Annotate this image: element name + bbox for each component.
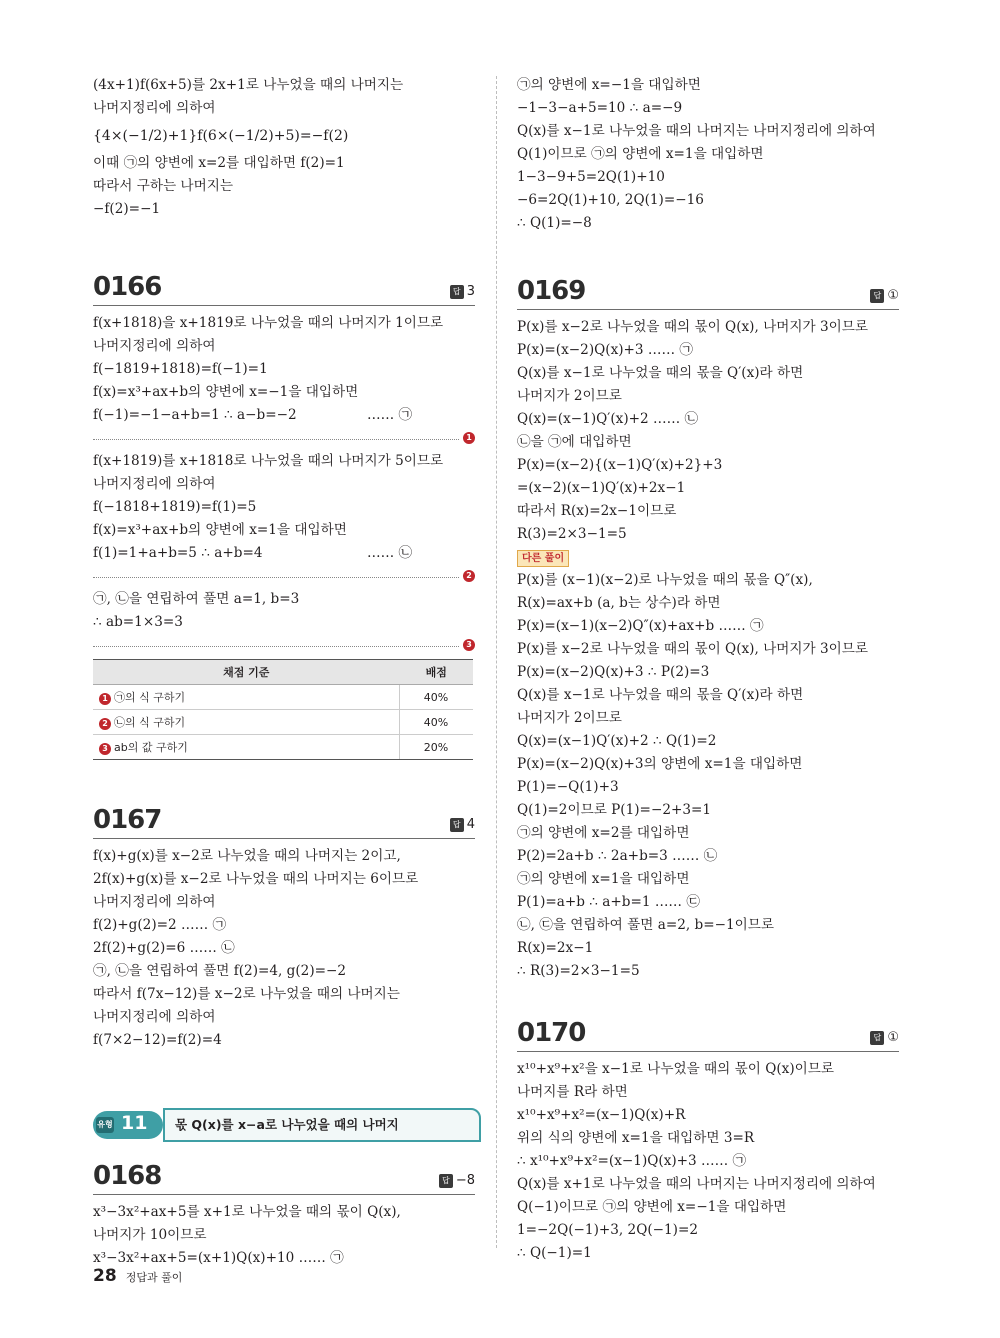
text-line: ∴ x¹⁰+x⁹+x²=(x−1)Q(x)+3 …… ㉠	[517, 1153, 747, 1169]
step-marker: 2	[463, 570, 475, 582]
text-line: ㉠의 양변에 x=1을 대입하면	[517, 871, 690, 887]
text-line: Q(1)이므로 ㉠의 양변에 x=1을 대입하면	[517, 146, 764, 162]
solution-part-3	[93, 588, 475, 634]
text-line: ㉠의 양변에 x=2를 대입하면	[517, 825, 690, 841]
type-title: 몫 Q(x)를 x−a로 나누었을 때의 나머지	[163, 1108, 481, 1142]
answer-value: ①	[887, 1030, 899, 1045]
alternative-solution-label: 다른 풀이	[517, 550, 569, 567]
text-line: (4x+1)f(6x+5)를 2x+1로 나누었을 때의 나머지는	[93, 77, 404, 93]
text-line: =(x−2)(x−1)Q′(x)+2x−1	[517, 480, 686, 496]
answer-value: 4	[466, 817, 475, 832]
footer-title: 정답과 풀이	[125, 1271, 183, 1284]
equation-tag: …… ㉡	[367, 545, 413, 561]
text-line: 이때 ㉠의 양변에 x=2를 대입하면 f(2)=1	[93, 155, 345, 171]
step-divider	[93, 565, 472, 580]
text-line: f(x)+g(x)를 x−2로 나누었을 때의 나머지는 2이고,	[93, 848, 401, 864]
text-line: Q(x)를 x+1로 나누었을 때의 나머지는 나머지정리에 의하여	[517, 1176, 876, 1192]
text-line: 나머지가 10이므로	[93, 1227, 207, 1243]
solution	[93, 1201, 475, 1270]
problem-0167-header	[93, 798, 475, 839]
type-tag: 유형	[96, 1117, 114, 1133]
points-cell: 40%	[400, 685, 474, 710]
points-header: 배점	[400, 660, 474, 685]
text-line: ∴ R(3)=2×3−1=5	[517, 963, 640, 979]
criteria-cell	[93, 735, 400, 760]
answer	[450, 817, 475, 832]
text-line: 나머지정리에 의하여	[93, 100, 216, 116]
text-line: Q(x)를 x−1로 나누었을 때의 몫을 Q′(x)라 하면	[517, 687, 804, 703]
text-line: f(−1819+1818)=f(−1)=1	[93, 361, 268, 377]
text-line: x³−3x²+ax+5=(x+1)Q(x)+10 …… ㉠	[93, 1250, 344, 1266]
text-line: P(x)=(x−2){(x−1)Q′(x)+2}+3	[517, 457, 723, 473]
text-line: R(x)=ax+b (a, b는 상수)라 하면	[517, 595, 721, 611]
text-line: 2f(2)+g(2)=6 …… ㉡	[93, 940, 235, 956]
text-line: ㉡, ㉢을 연립하여 풀면 a=2, b=−1이므로	[517, 917, 775, 933]
right-column	[517, 74, 899, 1265]
intro-continuation	[93, 74, 475, 221]
text-line: ㉡을 ㉠에 대입하면	[517, 434, 632, 450]
text-line: R(x)=2x−1	[517, 940, 594, 956]
solution	[517, 1058, 899, 1265]
problem-0166-header	[93, 265, 475, 306]
text-line: P(x)를 x−2로 나누었을 때의 몫이 Q(x), 나머지가 3이므로	[517, 319, 868, 335]
text-line: 나머지를 R라 하면	[517, 1084, 628, 1100]
criteria-header: 채점 기준	[93, 660, 400, 685]
text-line: 나머지정리에 의하여	[93, 1009, 216, 1025]
answer	[439, 1173, 475, 1188]
problem-number: 0169	[517, 276, 586, 306]
left-column	[93, 74, 475, 1270]
answer-label: 답	[870, 289, 884, 303]
text-line: Q(x)를 x−1로 나누었을 때의 나머지는 나머지정리에 의하여	[517, 123, 876, 139]
points-cell: 40%	[400, 710, 474, 735]
answer-label: 답	[439, 1174, 453, 1188]
solution-part-1	[93, 312, 475, 427]
points-cell: 20%	[400, 735, 474, 760]
text-line: 나머지정리에 의하여	[93, 338, 216, 354]
answer	[870, 1030, 899, 1045]
text-line: 나머지가 2이므로	[517, 710, 622, 726]
text-line: P(x)=(x−2)Q(x)+3 ∴ P(2)=3	[517, 664, 710, 680]
text-line: P(1)=a+b ∴ a+b=1 …… ㉢	[517, 894, 700, 910]
text-line: Q(−1)이므로 ㉠의 양변에 x=−1을 대입하면	[517, 1199, 787, 1215]
text-line: R(3)=2×3−1=5	[517, 526, 627, 542]
answer	[450, 284, 475, 299]
text-line: 따라서 f(7x−12)를 x−2로 나누었을 때의 나머지는	[93, 986, 400, 1002]
text-line: f(1)=1+a+b=5 ∴ a+b=4 …… ㉡	[93, 542, 475, 565]
text-line: 1=−2Q(−1)+3, 2Q(−1)=2	[517, 1222, 699, 1238]
step-marker: 1	[99, 693, 111, 705]
text-line: ∴ Q(1)=−8	[517, 215, 592, 231]
text-line: 따라서 R(x)=2x−1이므로	[517, 503, 677, 519]
text-line: Q(x)를 x−1로 나누었을 때의 몫을 Q′(x)라 하면	[517, 365, 804, 381]
text-line: P(x)=(x−1)(x−2)Q″(x)+ax+b …… ㉠	[517, 618, 764, 634]
answer-value: −8	[455, 1173, 475, 1188]
answer-value: ①	[887, 288, 899, 303]
text-line: ㉠, ㉡을 연립하여 풀면 f(2)=4, g(2)=−2	[93, 963, 347, 979]
problem-0168-header	[93, 1154, 475, 1195]
text-line: {4×(−1/2)+1}f(6×(−1/2)+5)=−f(2)	[93, 128, 349, 144]
text-line: 따라서 구하는 나머지는	[93, 178, 233, 194]
text-line: 나머지정리에 의하여	[93, 476, 216, 492]
text-line: ㉠의 양변에 x=−1을 대입하면	[517, 77, 701, 93]
column-divider	[496, 76, 497, 1248]
solution-part-2	[93, 450, 475, 565]
text-line: f(−1)=−1−a+b=1 ∴ a−b=−2 …… ㉠	[93, 404, 475, 427]
text-line: P(x)=(x−2)Q(x)+3의 양변에 x=1을 대입하면	[517, 756, 803, 772]
solution	[517, 316, 899, 546]
alternative-solution	[517, 569, 899, 983]
equation-tag: …… ㉠	[367, 407, 413, 423]
text-line: P(x)를 x−2로 나누었을 때의 몫이 Q(x), 나머지가 3이므로	[517, 641, 868, 657]
grading-row	[93, 735, 473, 760]
continuation	[517, 74, 899, 235]
problem-0170-header	[517, 1011, 899, 1052]
step-marker: 1	[463, 432, 475, 444]
step-marker: 2	[99, 718, 111, 730]
type-number: 11	[121, 1112, 148, 1134]
problem-0169-header	[517, 269, 899, 310]
text-line: x³−3x²+ax+5를 x+1로 나누었을 때의 몫이 Q(x),	[93, 1204, 401, 1220]
text-line: ∴ Q(−1)=1	[517, 1245, 592, 1261]
page-footer	[93, 1266, 182, 1286]
text-line: −f(2)=−1	[93, 201, 161, 217]
text-line: 나머지가 2이므로	[517, 388, 622, 404]
step-divider	[93, 634, 472, 649]
criteria-cell	[93, 710, 400, 735]
text-line: ∴ ab=1×3=3	[93, 614, 183, 630]
text-line: P(x)=(x−2)Q(x)+3 …… ㉠	[517, 342, 694, 358]
grading-row	[93, 685, 473, 710]
text-line: x¹⁰+x⁹+x²=(x−1)Q(x)+R	[517, 1107, 686, 1123]
text-line: f(x+1819)를 x+1818로 나누었을 때의 나머지가 5이므로	[93, 453, 444, 469]
type-banner	[93, 1108, 475, 1140]
text-line: f(7×2−12)=f(2)=4	[93, 1032, 222, 1048]
text-line: 나머지정리에 의하여	[93, 894, 216, 910]
step-marker: 3	[463, 639, 475, 651]
text-line: ㉠, ㉡을 연립하여 풀면 a=1, b=3	[93, 591, 300, 607]
answer	[870, 288, 899, 303]
text-line: P(x)를 (x−1)(x−2)로 나누었을 때의 몫을 Q″(x),	[517, 572, 813, 588]
text-line: f(x)=x³+ax+b의 양변에 x=1을 대입하면	[93, 522, 347, 538]
answer-value: 3	[466, 284, 475, 299]
text-line: f(x+1818)을 x+1819로 나누었을 때의 나머지가 1이므로	[93, 315, 444, 331]
text-line: x¹⁰+x⁹+x²을 x−1로 나누었을 때의 몫이 Q(x)이므로	[517, 1061, 835, 1077]
text-line: f(2)+g(2)=2 …… ㉠	[93, 917, 227, 933]
solution	[93, 845, 475, 1052]
answer-label: 답	[450, 818, 464, 832]
criteria-text: ㉡의 식 구하기	[114, 716, 186, 729]
text-line: 위의 식의 양변에 x=1을 대입하면 3=R	[517, 1130, 755, 1146]
problem-number: 0168	[93, 1161, 162, 1191]
criteria-cell	[93, 685, 400, 710]
step-marker: 3	[99, 743, 111, 755]
problem-number: 0170	[517, 1018, 586, 1048]
text-line: P(2)=2a+b ∴ 2a+b=3 …… ㉡	[517, 848, 718, 864]
answer-label: 답	[450, 285, 464, 299]
criteria-text: ab의 값 구하기	[114, 741, 188, 754]
text-line: f(−1818+1819)=f(1)=5	[93, 499, 257, 515]
step-divider	[93, 427, 472, 442]
text-line: P(1)=−Q(1)+3	[517, 779, 619, 795]
problem-number: 0167	[93, 805, 162, 835]
text-line: f(x)=x³+ax+b의 양변에 x=−1을 대입하면	[93, 384, 359, 400]
problem-number: 0166	[93, 272, 162, 302]
grading-row	[93, 710, 473, 735]
text-line: Q(x)=(x−1)Q′(x)+2 ∴ Q(1)=2	[517, 733, 717, 749]
text-line: 2f(x)+g(x)를 x−2로 나누었을 때의 나머지는 6이므로	[93, 871, 419, 887]
text-line: Q(x)=(x−1)Q′(x)+2 …… ㉡	[517, 411, 699, 427]
text-line: −1−3−a+5=10 ∴ a=−9	[517, 100, 683, 116]
text-line: Q(1)=2이므로 P(1)=−2+3=1	[517, 802, 712, 818]
grading-table	[93, 659, 473, 760]
criteria-text: ㉠의 식 구하기	[114, 691, 186, 704]
text-line: 1−3−9+5=2Q(1)+10	[517, 169, 665, 185]
page-number: 28	[93, 1266, 117, 1286]
answer-label: 답	[870, 1031, 884, 1045]
text-line: −6=2Q(1)+10, 2Q(1)=−16	[517, 192, 704, 208]
